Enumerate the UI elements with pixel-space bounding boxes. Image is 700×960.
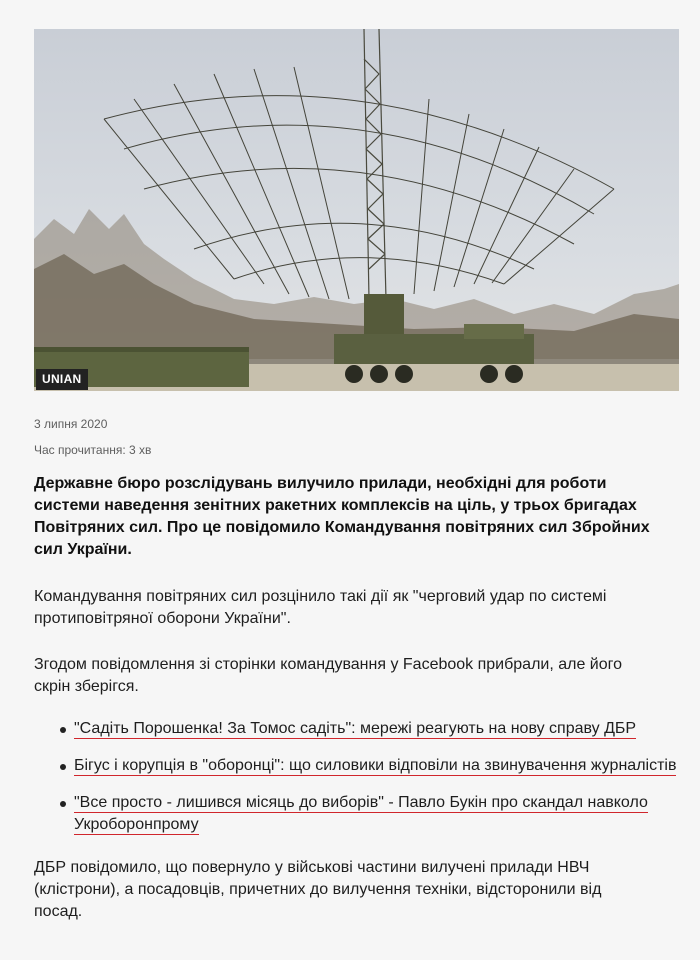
article-paragraph: ДБР повідомило, що повернуло у військові частини вилучені прилади НВЧ (клістрони), а посадовців, причетних до вилучення техніки, відсторонили від посад. xyxy=(34,859,602,920)
article-photo xyxy=(34,29,679,391)
related-link[interactable]: "Садіть Порошенка! За Томос садіть": мережі реагують на нову справу ДБР xyxy=(74,720,637,737)
article-paragraph: Згодом повідомлення зі сторінки командування у Facebook прибрали, але його скрін зберігся. xyxy=(34,656,623,695)
related-link[interactable]: "Все просто - лишився місяць до виборів" - Павло Букін про скандал навколо Укроборонпрому xyxy=(74,794,648,833)
article-paragraph: Командування повітряних сил розцінило такі дії як "черговий удар по системі протиповітряної оборони України". xyxy=(34,588,607,627)
reading-time: Час прочитання: 3 хв xyxy=(34,443,152,457)
related-link-item xyxy=(34,718,684,740)
related-link[interactable]: Бігус і корупція в "оборонці": що силовики відповіли на звинувачення журналістів xyxy=(74,757,677,774)
related-link-item xyxy=(34,792,684,836)
related-link-item xyxy=(34,755,684,777)
radar-photo-illustration xyxy=(34,29,679,391)
image-credit-badge: UNIAN xyxy=(36,369,88,390)
related-links-list xyxy=(34,718,684,851)
publish-date: 3 липня 2020 xyxy=(34,417,108,431)
article-lead: Державне бюро розслідувань вилучило прилади, необхідні для роботи системи наведення зенітних ракетних комплексів на ціль, у трьох бригадах Повітряних сил. Про це повідомило Командування повітряних сил Збройних сил України. xyxy=(34,475,650,558)
